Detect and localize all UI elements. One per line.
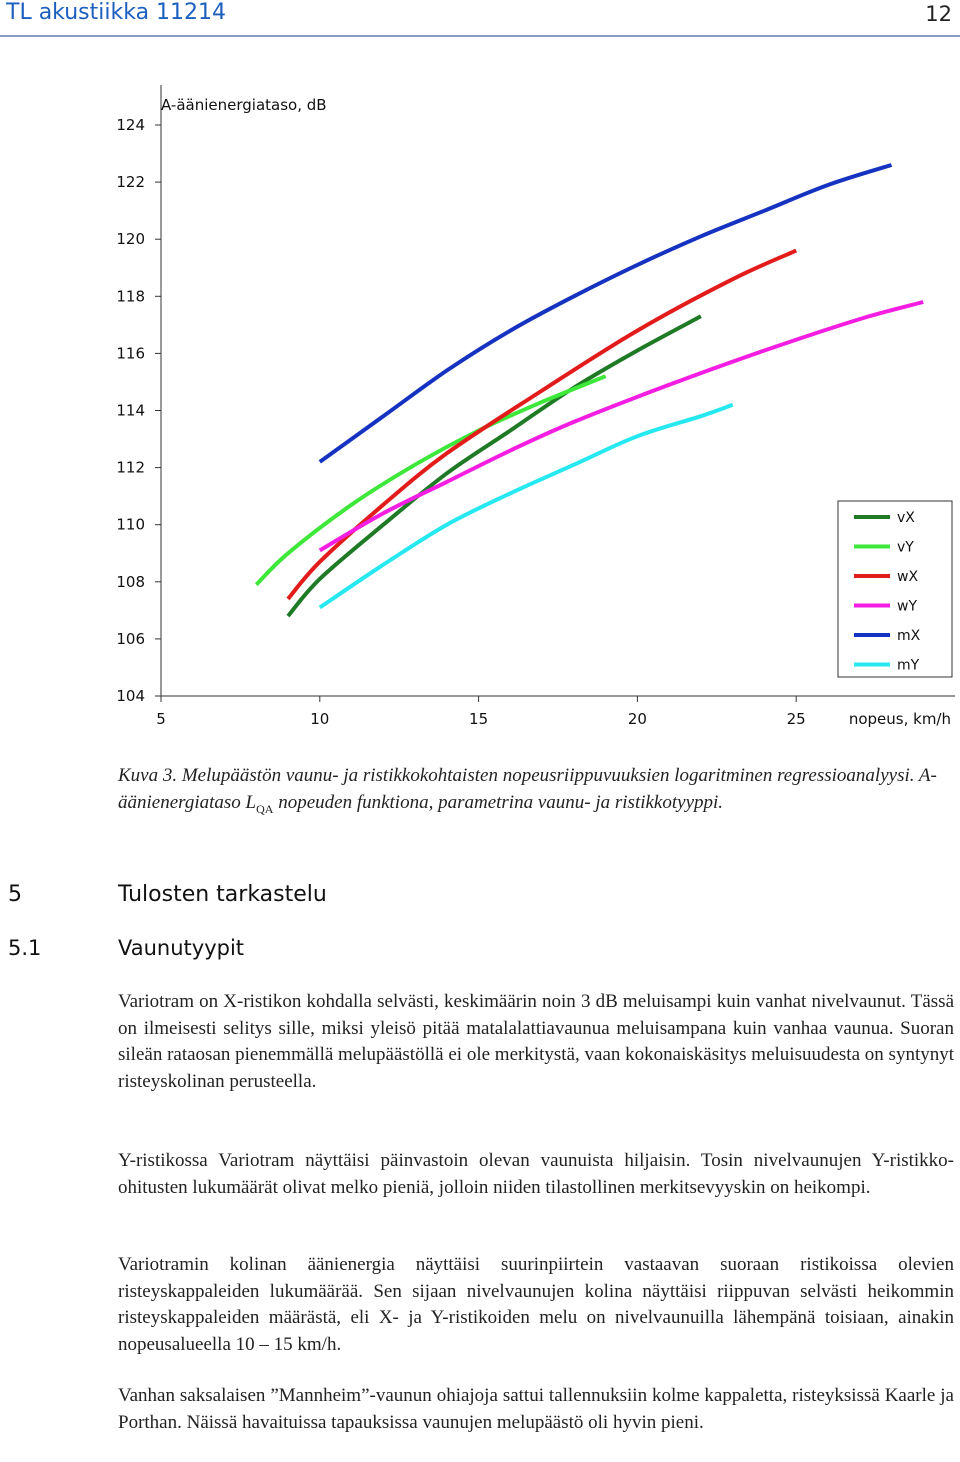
y-tick-label: 120 bbox=[116, 230, 145, 249]
y-tick-label: 106 bbox=[116, 629, 145, 648]
series-line-wX bbox=[288, 251, 796, 599]
paragraph-2: Y-ristikossa Variotram näyttäisi päinvastoin olevan vaunuista hiljaisin. Tosin nivelvaunujen Y-ristikko-ohitusten lukumäärät olivat melko pieniä, jolloin niiden tilastollinen merkitsevyyskin on heikompi. bbox=[118, 1150, 954, 1198]
chart-legend bbox=[838, 501, 952, 677]
series-line-vX bbox=[288, 316, 701, 616]
section-title: Tulosten tarkastelu bbox=[118, 882, 327, 907]
regression-chart bbox=[0, 80, 960, 740]
y-tick-label: 124 bbox=[116, 116, 145, 134]
y-tick-label: 110 bbox=[116, 515, 145, 534]
subsection-title: Vaunutyypit bbox=[118, 936, 245, 960]
paragraph-4: Vanhan saksalaisen ”Mannheim”-vaunun ohiajoja sattui tallennuksiin kolme kappaletta, risteyksissä Kaarle ja Porthan. Näissä havaituissa tapauksissa vaunujen melupäästö oli hyvin pieni. bbox=[118, 1385, 954, 1433]
paragraph-1: Variotram on X-ristikon kohdalla selvästi, keskimäärin noin 3 dB meluisampi kuin vanhat nivelvaunut. Tässä on ilmeisesti selitys sille, miksi yleisö pitää matalalattiavaunua meluisampana kuin vanhaa vaunua. Suoran sileän rataosan pienemmällä melupäästöllä ei ole merkitystä, vaan kokonaiskäsitys meluisuudesta on syntynyt risteyskolinan perusteella. bbox=[118, 991, 954, 1092]
chart-series bbox=[256, 165, 923, 616]
legend-label-mX: mX bbox=[897, 628, 921, 644]
legend-box bbox=[838, 501, 952, 677]
paragraph-3: Variotramin kolinan äänienergia näyttäisi suurinpiirtein vastaavan suoraan ristikoissa olevien risteyskappaleiden lukumäärää. Sen sijaan nivelvaunujen kolina näyttäisi riippuvan selvästi heikommin risteyskappaleiden määrästä, eli X- ja Y-ristikoiden melu on nivelvaunuilla lähempänä toisiaan, ainakin nopeusalueella 10 – 15 km/h. bbox=[118, 1254, 954, 1355]
page-header bbox=[0, 0, 960, 38]
running-title: TL akustiikka 11214 bbox=[6, 0, 227, 25]
subsection-number: 5.1 bbox=[8, 936, 42, 960]
figure-caption: Kuva 3. Melupäästön vaunu- ja ristikkokohtaisten nopeusriippuvuuksien logaritminen regressioanalyysi. A-äänienergiataso $L_{QA}$ nopeuden funktiona, parametrina vaunu- ja ristikkotyyppi. bbox=[118, 765, 937, 816]
y-tick-label: 112 bbox=[116, 458, 145, 477]
page-number: 12 bbox=[925, 2, 952, 26]
y-tick-label: 114 bbox=[116, 401, 145, 420]
y-tick-label: 108 bbox=[116, 572, 145, 591]
legend-label-mY: mY bbox=[897, 657, 920, 674]
section-number: 5 bbox=[8, 882, 22, 907]
y-tick-label: 116 bbox=[116, 344, 145, 363]
x-tick-label: 25 bbox=[786, 710, 806, 728]
series-line-mX bbox=[320, 165, 892, 462]
x-tick-label: 5 bbox=[156, 710, 166, 728]
x-axis-title: nopeus, km/h bbox=[848, 710, 951, 728]
y-axis-title: A-äänienergiataso, dB bbox=[161, 96, 327, 114]
legend-label-wY: wY bbox=[897, 598, 918, 615]
legend-label-vX: vX bbox=[897, 510, 915, 526]
x-tick-label: 10 bbox=[310, 710, 330, 728]
y-tick-label: 104 bbox=[116, 687, 145, 705]
y-tick-label: 122 bbox=[116, 173, 145, 192]
x-tick-label: 20 bbox=[627, 710, 647, 728]
legend-label-wX: wX bbox=[897, 569, 919, 585]
x-tick-label: 15 bbox=[469, 710, 489, 728]
header-rule bbox=[0, 35, 960, 37]
y-tick-label: 118 bbox=[116, 287, 145, 306]
series-line-vY bbox=[256, 376, 605, 585]
legend-label-vY: vY bbox=[897, 539, 914, 556]
